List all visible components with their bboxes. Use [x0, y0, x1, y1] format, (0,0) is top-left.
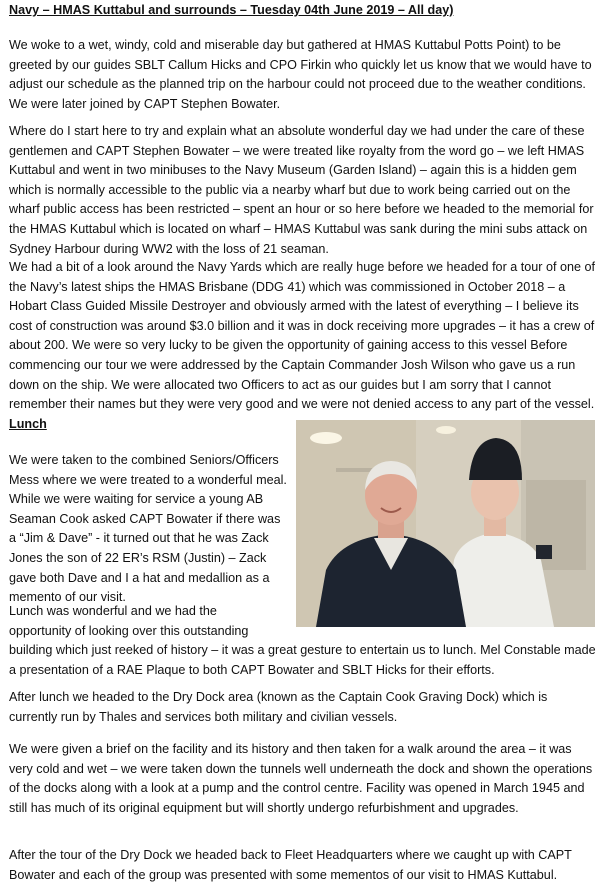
- paragraph-lunch-mess: We were taken to the combined Seniors/Officers Mess where we were treated to a wonderful meal. While we were waiting for service a young AB Seaman Cook asked CAPT Bowater if there was a “Jim & Dave” - it turned out that he was Zack Jones the son of 22 ER’s RSM (Justin) – Zack gave both Dave and I a hat and medallion as a memento of our visit.: [9, 453, 287, 605]
- page-title: Navy – HMAS Kuttabul and surrounds – Tuesday 04th June 2019 – All day): [9, 3, 454, 17]
- paragraph-lunch-opportunity: Lunch was wonderful and we had the opportunity of looking over this outstanding: [9, 604, 249, 638]
- paragraph-dock-tour: We were given a brief on the facility and its history and then taken for a walk around the area – it was very cold and wet – we were taken down the tunnels well underneath the dock and shown the operations of the docks along with a look at a pump and the control centre. Facility was opened in March 1945 and still has much of its original equipment but will shortly undergo refurbishment and upgrades.: [9, 742, 593, 815]
- paragraph-hmas-brisbane: We had a bit of a look around the Navy Yards which are really huge before we headed for a tour of one of the Navy’s latest ships the HMAS Brisbane (DDG 41) which was commissioned in October 2018 – a Hobart Class Guided Missile Destroyer and obviously armed with the latest of everything – I believe its cost of construction was around $3.0 billion and it was in dock receiving more upgrades – it has a crew of about 200. We were so very lucky to be given the opportunity of gaining access to this vessel Before commencing our tour we were addressed by the Captain Commander Josh Wilson who gave us a run down on the ship. We were allocated two Officers to act as our guides but I am sorry that I cannot remember their names but they were very good and we were not denied access to any part of the vessel.: [9, 260, 595, 412]
- paragraph-museum: Where do I start here to try and explain what an absolute wonderful day we had under the care of these gentlemen and CAPT Stephen Bowater – we were treated like royalty from the word go – we left HMAS Kuttabul and went in two minibuses to the Navy Museum (Garden Island) – again this is a hidden gem which is normally accessible to the public via a nearby wharf but due to work being carried out on the wharf public access has been restricted – spent an hour or so here before we headed to the memorial for the HMAS Kuttabul which is located on wharf – HMAS Kuttabul was sank during the mini subs attack on Sydney Harbour during WW2 with the loss of 21 seaman.: [9, 124, 594, 256]
- paragraph-dry-dock: After lunch we headed to the Dry Dock area (known as the Captain Cook Graving Dock) which is currently run by Thales and services both military and civilian vessels.: [9, 690, 548, 724]
- photo-visitor-with-navy-cook: [296, 420, 595, 627]
- lunch-heading: Lunch: [9, 417, 47, 431]
- paragraph-arrival: We woke to a wet, windy, cold and miserable day but gathered at HMAS Kuttabul Potts Point) to be greeted by our guides SBLT Callum Hicks and CPO Firkin who quickly let us know that we would have to adjust our schedule as the planned trip on the harbour could not proceed due to the weather conditions. We were later joined by CAPT Stephen Bowater.: [9, 38, 592, 111]
- paragraph-plaque-presentation: building which just reeked of history – it was a great gesture to entertain us to lunch. Mel Constable made a presentation of a RAE Plaque to both CAPT Bowater and SBLT Hicks for their efforts.: [9, 643, 596, 677]
- paragraph-fleet-hq: After the tour of the Dry Dock we headed back to Fleet Headquarters where we caught up with CAPT Bowater and each of the group was presented with some mementos of our visit to HMAS Kuttabul.: [9, 848, 572, 882]
